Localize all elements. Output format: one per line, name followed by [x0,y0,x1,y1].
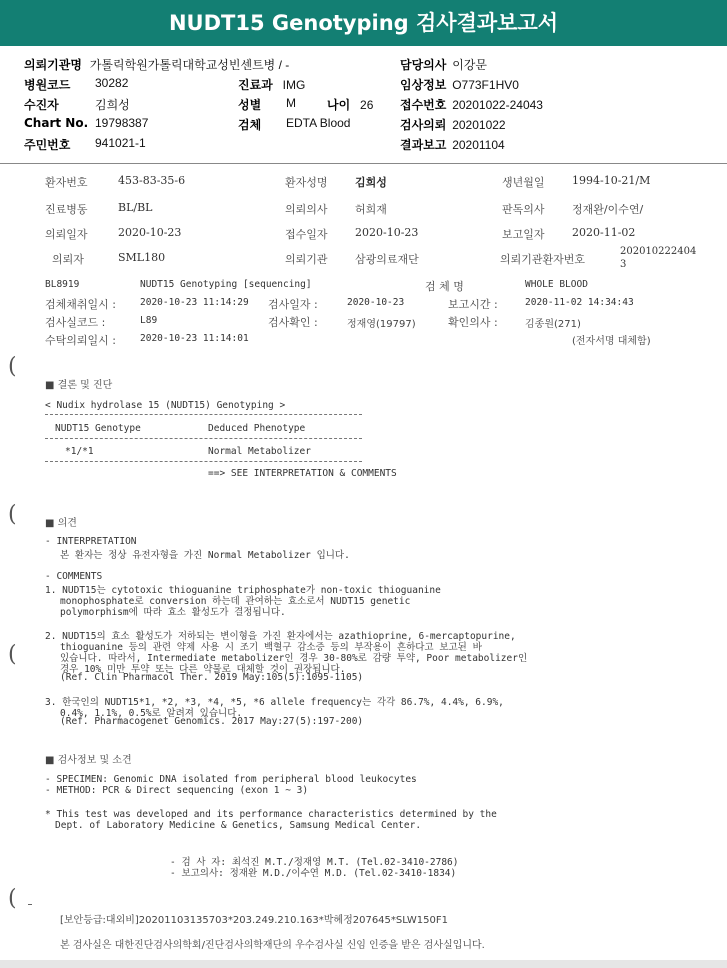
development-note-line-1: * This test was developed and its performance characteristics determined by the [45,809,497,820]
collect-label: 검체채취일시 : [45,298,116,311]
comment-1-line-2: monophosphate로 conversion 하는데 관여하는 효소로서 NUDT15 genetic [60,596,411,607]
comment-1-line-3: polymorphism에 따라 효소 활성도가 결정됩니다. [60,607,286,618]
method-info: - METHOD: PCR & Direct sequencing (exon 1 ~ 3) [45,785,309,796]
chart-no-field: Chart No. 19798387 [24,116,149,130]
comment-2-line-3: 있습니다. 따라서, Intermediate metabolizer인 경우 30-80%로 감량 투약, Poor metabolizer인 [60,653,528,664]
recv-date: 2020-10-23 [355,226,419,239]
rep-date-label: 보고일자 [502,228,545,241]
report-date-field: 결과보고 20201104 [400,138,505,152]
security-line: [보안등급:대외비]20201103135703*203.249.210.163*박혜정207645*SLW150F1 [60,915,448,926]
clinical-info-field: 임상정보 O773F1HV0 [400,78,519,92]
table-rule [45,461,362,462]
org-pt-no-line1: 202010222404 [620,246,697,257]
interpretation-text: 본 환자는 정상 유전자형을 가진 Normal Metabolizer 입니다. [60,550,350,561]
pt-no: 453-83-35-6 [118,174,186,187]
test-date: 2020-10-23 [347,297,405,308]
scanned-report [0,166,727,960]
report-time: 2020-11-02 14:34:43 [525,297,634,308]
test-code: BL8919 [45,279,80,290]
request-date-field: 검사의뢰 20201022 [400,118,506,132]
comment-2-line-4: 경우 10% 미만 투약 또는 다른 약물로 대체할 것이 권장됩니다. [60,664,346,675]
org-pt-no-line2: 3 [620,259,627,270]
punch-hole-mark: ( [8,642,17,667]
report-title: NUDT15 Genotyping 검사결과보고서 [0,0,727,46]
report-header [0,46,727,164]
specimen-info: - SPECIMEN: Genomic DNA isolated from peripheral blood leukocytes [45,774,417,785]
requester-label: 의뢰자 [52,253,84,266]
pt-name: 김희성 [355,176,387,189]
rep-date: 2020-11-02 [572,226,636,239]
pt-name-label: 환자성명 [285,176,328,189]
certification-note: 본 검사실은 대한진단검사의학회/진단검사의학재단의 우수검사실 신임 인증을 받은 검사실입니다. [60,940,485,951]
read-doc: 정재완/이수연/ [572,203,644,216]
phenotype-value: Normal Metabolizer [208,446,311,457]
table-rule [45,414,362,415]
report-time-label: 보고시간 : [448,298,498,311]
header-divider [0,163,727,164]
tester-info: - 검 사 자: 최석진 M.T./정재영 M.T. (Tel.02-3410-2786) [170,857,459,868]
section-opinion: ■ 의견 [45,518,77,529]
section-conclusion: ■ 결론 및 진단 [45,380,113,391]
col-genotype: NUDT15 Genotype [55,423,141,434]
comment-3-line-2: 0.4%, 1.1%, 0.5%로 알려져 있습니다. [60,708,243,719]
comments-head: - COMMENTS [45,571,103,582]
genotype-value: *1/*1 [65,446,94,457]
age-field: 나이 26 [327,98,374,112]
interpretation-head: - INTERPRETATION [45,536,137,547]
specimen: WHOLE BLOOD [525,279,588,290]
institution-field: 의뢰기관명 가톨릭학원가톨릭대학교성빈센트병 / - [24,58,290,72]
dept-field: 진료과 IMG [238,78,306,92]
org-pt-no-label: 의뢰기관환자번호 [500,253,586,266]
hospital-code-field: 병원코드 30282 [24,76,129,92]
dob-label: 생년월일 [502,176,545,189]
footer-bracket [28,904,32,905]
comment-1-line-1: 1. NUDT15는 cytotoxic thioguanine triphosphate가 non-toxic thioguanine [45,585,441,596]
ward-label: 진료병동 [45,203,88,216]
commission-time: 2020-10-23 11:14:01 [140,333,249,344]
req-org-label: 의뢰기관 [285,253,328,266]
specimen-field: 검체 EDTA Blood [238,116,351,132]
req-doc-label: 의뢰의사 [285,203,328,216]
confirm-doc: 김종원(271) [525,319,581,330]
confirm-label: 검사확인 : [268,316,318,329]
table-rule [45,438,362,439]
comment-2-line-1: 2. NUDT15의 효소 활성도가 저하되는 변이형을 가진 환자에서는 azathioprine, 6-mercaptopurine, [45,631,516,642]
specimen-label: 검 체 명 [425,280,464,293]
punch-hole-mark: ( [8,502,17,527]
punch-hole-mark: ( [8,886,17,911]
sex-field: 성별 M [238,96,296,112]
comment-2-line-5: (Ref. Clin Pharmacol Ther. 2019 May:105(5):1095-1105) [60,672,364,683]
req-date: 2020-10-23 [118,226,182,239]
commission-label: 수탁의뢰일시 : [45,334,116,347]
page-bottom-edge [0,960,727,968]
room-label: 검사실코드 : [45,316,106,329]
see-interpretation: ==> SEE INTERPRETATION & COMMENTS [208,468,397,479]
col-phenotype: Deduced Phenotype [208,423,306,434]
test-name: NUDT15 Genotyping [sequencing] [140,279,312,290]
req-date-label: 의뢰일자 [45,228,88,241]
confirm: 정재영(19797) [347,319,416,330]
id-number-field: 주민번호 941021-1 [24,136,146,152]
pt-no-label: 환자번호 [45,176,88,189]
patient-field: 수진자 김희성 [24,98,130,112]
section-test-info: ■ 검사정보 및 소견 [45,755,132,766]
confirm-doc-label: 확인의사 : [448,316,498,329]
recv-date-label: 접수일자 [285,228,328,241]
req-doc: 허희재 [355,203,387,216]
doctor-field: 담당의사 이강문 [400,58,487,72]
collect-time: 2020-10-23 11:14:29 [140,297,249,308]
req-org: 삼광의료재단 [355,253,419,266]
development-note-line-2: Dept. of Laboratory Medicine & Genetics, Samsung Medical Center. [55,820,422,831]
e-sign-note: (전자서명 대체함) [572,336,651,347]
punch-hole-mark: ( [8,354,17,379]
ward: BL/BL [118,201,153,214]
reporter-info: - 보고의사: 정재완 M.D./이수연 M.D. (Tel.02-3410-1834) [170,868,457,879]
dob: 1994-10-21/M [572,174,651,187]
comment-3-line-1: 3. 한국인의 NUDT15*1, *2, *3, *4, *5, *6 allele frequency는 각각 86.7%, 4.4%, 6.9%, [45,697,504,708]
gene-title: < Nudix hydrolase 15 (NUDT15) Genotyping > [45,400,286,411]
reception-field: 접수번호 20201022-24043 [400,98,543,112]
requester: SML180 [118,251,166,264]
comment-2-line-2: thioguanine 등의 관련 약제 사용 시 조기 백혈구 감소증 등의 부작용이 흔하다고 보고된 바 [60,642,482,653]
room-code: L89 [140,315,158,326]
test-date-label: 검사일자 : [268,298,318,311]
read-doc-label: 판독의사 [502,203,545,216]
comment-3-line-3: (Ref. Pharmacogenet Genomics. 2017 May:27(5):197-200) [60,716,364,727]
